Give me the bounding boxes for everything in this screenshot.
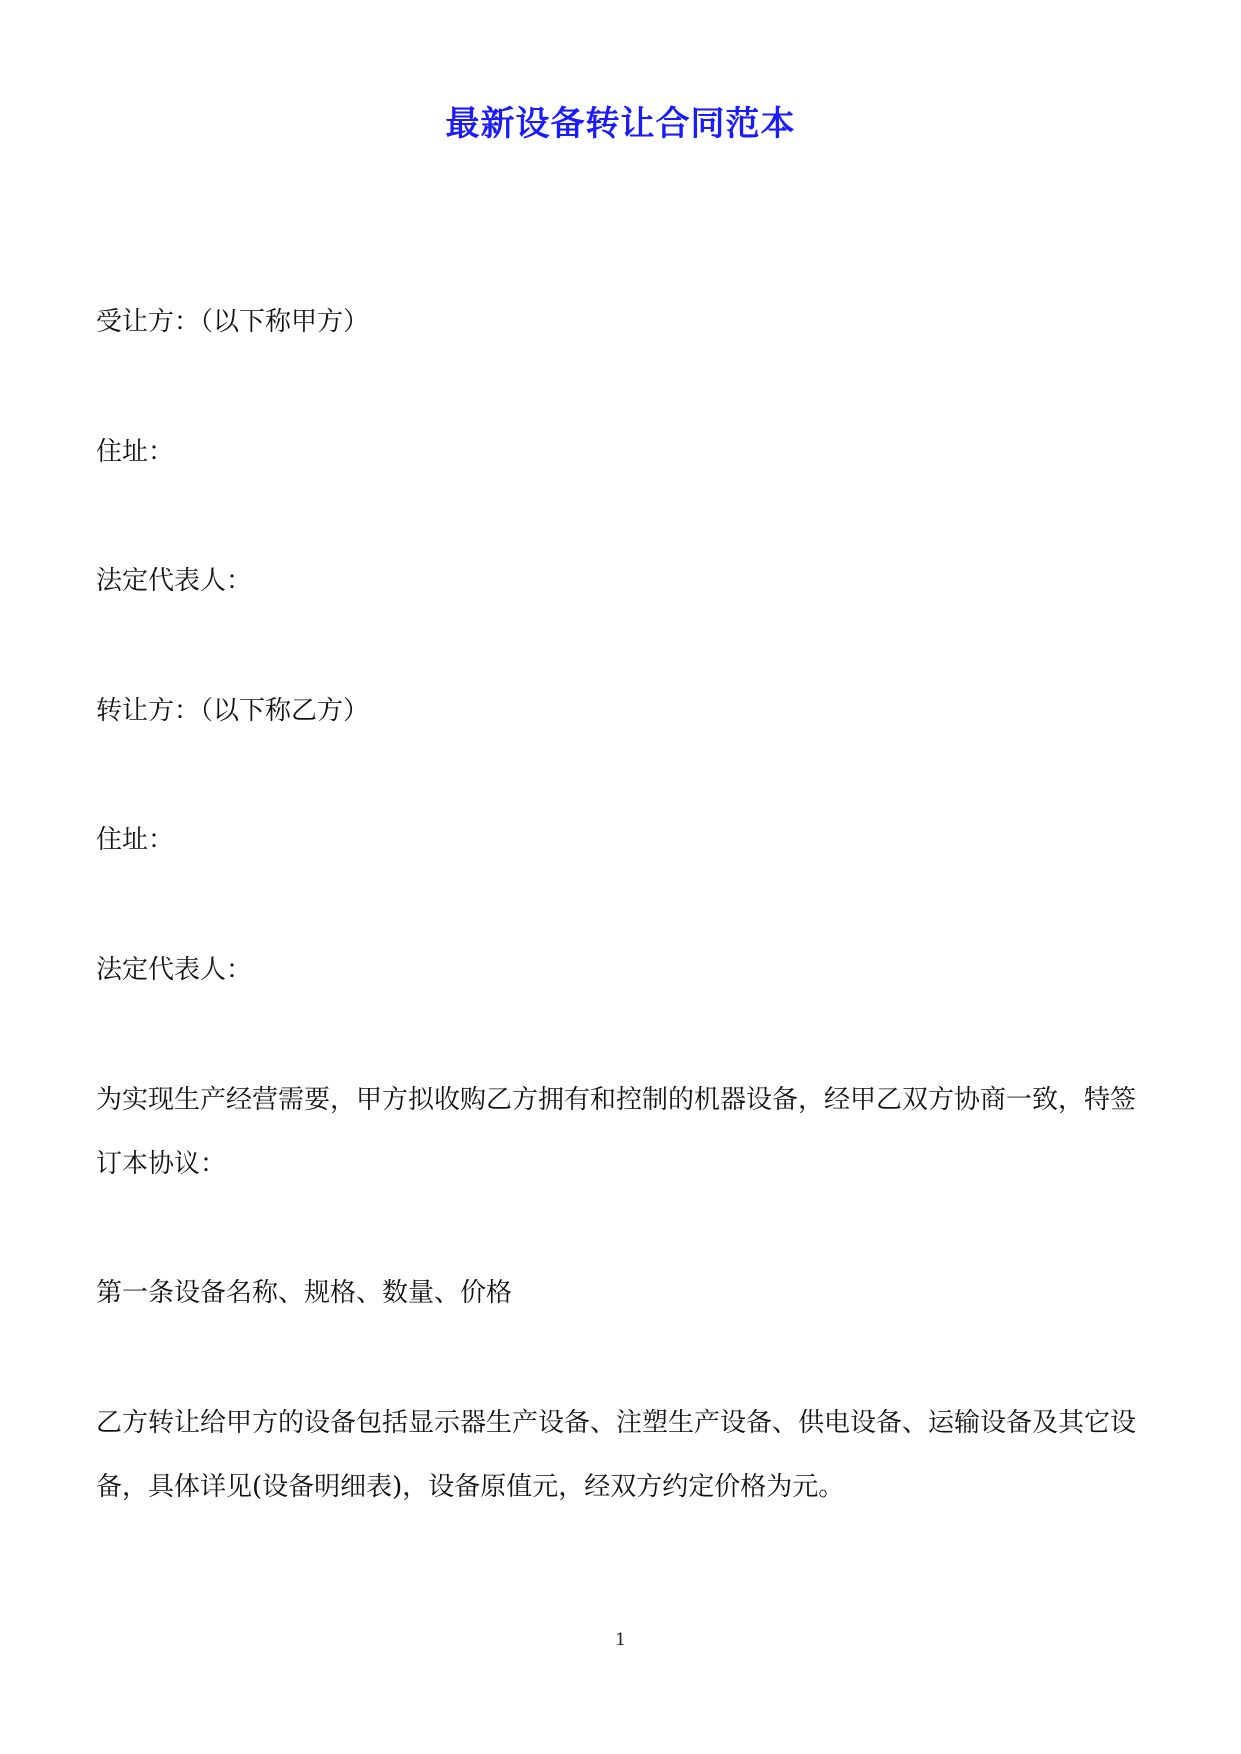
article-1-heading: 第一条设备名称、规格、数量、价格 bbox=[96, 1278, 513, 1308]
transferee-label: 受让方：（以下称甲方） bbox=[96, 307, 370, 337]
transferee-legal-rep-label: 法定代表人： bbox=[96, 566, 253, 596]
document-title: 最新设备转让合同范本 bbox=[445, 104, 796, 144]
transferor-address-label: 住址： bbox=[96, 825, 175, 855]
transferee-address-label: 住址： bbox=[96, 437, 175, 467]
article-1-body: 乙方转让给甲方的设备包括显示器生产设备、注塑生产设备、供电设备、运输设备及其它设备，具体详见(设备明细表)，设备原值元，经双方约定价格为元。 bbox=[96, 1408, 1137, 1502]
preamble-paragraph: 为实现生产经营需要，甲方拟收购乙方拥有和控制的机器设备，经甲乙双方协商一致，特签订本协议： bbox=[96, 1085, 1137, 1179]
transferor-legal-rep-label: 法定代表人： bbox=[96, 955, 253, 985]
transferor-label: 转让方：（以下称乙方） bbox=[96, 696, 370, 726]
page-number: 1 bbox=[615, 1630, 626, 1650]
